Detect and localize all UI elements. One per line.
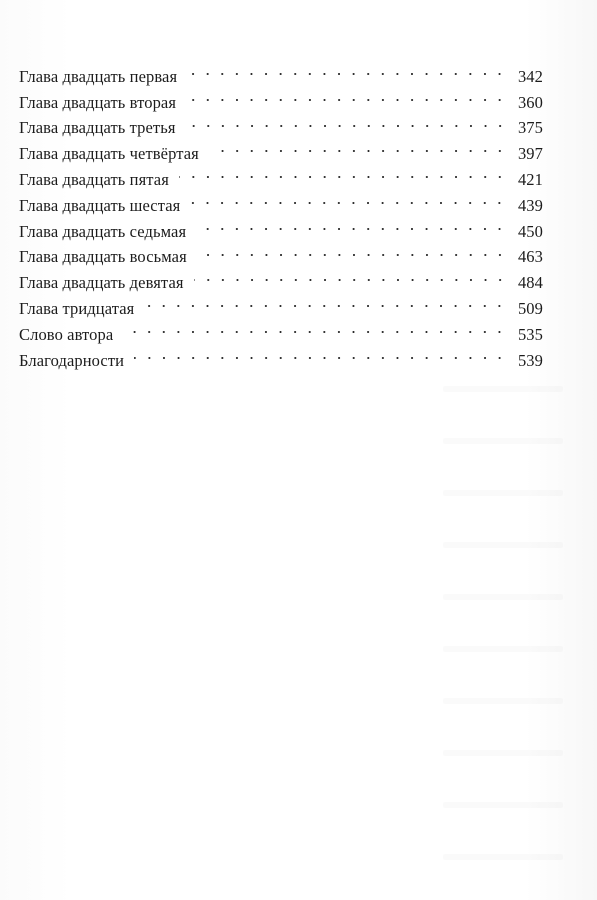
bleed-through-line xyxy=(443,438,563,444)
bleed-through-line xyxy=(443,646,563,652)
toc-leader-dots xyxy=(192,211,509,237)
bleed-through-line xyxy=(443,854,563,860)
toc-leader-dots xyxy=(182,82,509,108)
toc-entry-title: Глава двадцать девятая xyxy=(19,273,184,293)
toc-entry-page: 484 xyxy=(517,273,543,293)
toc-entry-page: 539 xyxy=(517,350,543,370)
toc-entry-page: 375 xyxy=(517,118,543,138)
toc-entry-title: Глава двадцать восьмая xyxy=(19,247,187,267)
toc-leader-dots xyxy=(119,314,509,340)
toc-entry-page: 463 xyxy=(517,247,543,267)
toc-entry-title: Глава двадцать шестая xyxy=(19,195,181,215)
toc-leader-dots xyxy=(182,108,509,134)
bleed-through-line xyxy=(443,542,563,548)
toc-entry xyxy=(19,56,543,86)
bleed-through-line xyxy=(443,802,563,808)
toc-entry-page: 450 xyxy=(517,221,543,241)
toc-leader-dots xyxy=(190,262,509,288)
toc-entry-page: 397 xyxy=(517,144,543,164)
toc-entry-page: 439 xyxy=(517,195,543,215)
toc-entry-page: 421 xyxy=(517,169,543,189)
toc-entry-title: Глава двадцать четвёртая xyxy=(19,144,199,164)
toc-leader-dots xyxy=(186,185,509,211)
toc-leader-dots xyxy=(183,56,509,82)
toc-entry-title: Глава двадцать вторая xyxy=(19,92,177,112)
toc-leader-dots xyxy=(140,288,509,314)
toc-entry-title: Глава двадцать пятая xyxy=(19,169,169,189)
toc-entry-page: 509 xyxy=(517,298,543,318)
toc-leader-dots xyxy=(193,237,509,263)
bleed-through-line xyxy=(443,698,563,704)
bleed-through-line xyxy=(443,594,563,600)
toc-leader-dots xyxy=(130,340,509,366)
table-of-contents xyxy=(19,56,543,370)
toc-entry-title: Благодарности xyxy=(19,350,125,370)
toc-entry-title: Глава двадцать третья xyxy=(19,118,176,138)
toc-leader-dots xyxy=(175,159,509,185)
toc-entry-title: Глава тридцатая xyxy=(19,298,135,318)
toc-entry-page: 535 xyxy=(517,324,543,344)
toc-entry-title: Глава двадцать седьмая xyxy=(19,221,187,241)
toc-entry-title: Слово автора xyxy=(19,324,114,344)
toc-entry-page: 360 xyxy=(517,92,543,112)
bleed-through-line xyxy=(443,490,563,496)
bleed-through-line xyxy=(443,750,563,756)
toc-entry-title: Глава двадцать первая xyxy=(19,66,178,86)
toc-entry-page: 342 xyxy=(517,66,543,86)
toc-leader-dots xyxy=(205,133,509,159)
bleed-through-line xyxy=(443,386,563,392)
